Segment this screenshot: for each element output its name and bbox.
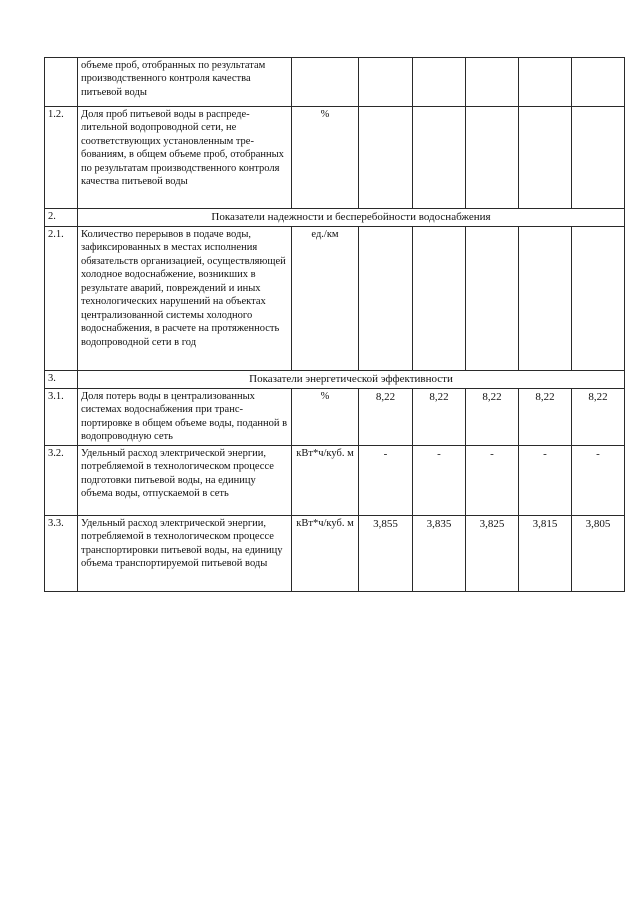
- value-cell: 3,815: [519, 516, 572, 592]
- value-cell: 8,22: [519, 389, 572, 446]
- value-cell: -: [466, 446, 519, 516]
- table-row: [45, 516, 625, 592]
- value-cell: [466, 107, 519, 209]
- row-number: 3.1.: [45, 389, 78, 446]
- unit-cell: %: [292, 107, 359, 209]
- row-number: 1.2.: [45, 107, 78, 209]
- section-title: Показатели энергетической эффективности: [78, 371, 625, 389]
- unit-cell: [292, 58, 359, 107]
- section-header-row: [45, 209, 625, 227]
- row-number: 2.1.: [45, 227, 78, 371]
- value-cell: [359, 58, 413, 107]
- value-cell: [572, 227, 625, 371]
- table-row: [45, 446, 625, 516]
- indicator-description: Удельный расход электрической энергии, потребляемой в технологическом процессе подготовки питьевой воды, на единицу объема воды, отпускаемой в сеть: [78, 446, 292, 516]
- indicator-description: Доля потерь воды в централизованных системах водоснабжения при транспортировке в общем объеме воды, поданной в водопроводную сеть: [78, 389, 292, 446]
- value-cell: [466, 58, 519, 107]
- indicator-description: Доля проб питьевой воды в распределительной водопроводной сети, не соответствующих установленным требованиям, в общем объеме проб, отобранных по результатам производственного контроля качества питьевой воды: [78, 107, 292, 209]
- table-row: [45, 107, 625, 209]
- value-cell: [359, 107, 413, 209]
- value-cell: [572, 107, 625, 209]
- indicator-description: Количество перерывов в подаче воды, зафиксированных в местах исполнения обязательств организацией, осуществляющей холодное водоснабжение, возникших в результате аварий, повреждений и иных технологических нарушений на объектах централизованной системы холодного водоснабжения, в расчете на протяженность водопроводной сети в год: [78, 227, 292, 371]
- value-cell: [413, 107, 466, 209]
- value-cell: 8,22: [359, 389, 413, 446]
- value-cell: -: [572, 446, 625, 516]
- unit-cell: ед./км: [292, 227, 359, 371]
- value-cell: [413, 227, 466, 371]
- value-cell: [519, 58, 572, 107]
- unit-cell: кВт*ч/куб. м: [292, 446, 359, 516]
- row-number: 3.2.: [45, 446, 78, 516]
- value-cell: 3,805: [572, 516, 625, 592]
- indicators-table: [44, 57, 625, 592]
- indicator-description: объеме проб, отобранных по результатам производственного контроля качества питьевой воды: [78, 58, 292, 107]
- value-cell: -: [413, 446, 466, 516]
- value-cell: [466, 227, 519, 371]
- section-number: 2.: [45, 209, 78, 227]
- table-row: [45, 389, 625, 446]
- value-cell: [519, 107, 572, 209]
- value-cell: 8,22: [413, 389, 466, 446]
- value-cell: [572, 58, 625, 107]
- table-row: [45, 227, 625, 371]
- section-header-row: [45, 371, 625, 389]
- table-row: [45, 58, 625, 107]
- value-cell: 8,22: [572, 389, 625, 446]
- value-cell: [519, 227, 572, 371]
- row-number: [45, 58, 78, 107]
- value-cell: 3,855: [359, 516, 413, 592]
- value-cell: -: [359, 446, 413, 516]
- section-title: Показатели надежности и бесперебойности водоснабжения: [78, 209, 625, 227]
- unit-cell: %: [292, 389, 359, 446]
- value-cell: 3,825: [466, 516, 519, 592]
- section-number: 3.: [45, 371, 78, 389]
- value-cell: 3,835: [413, 516, 466, 592]
- indicator-description: Удельный расход электрической энергии, потребляемой в технологическом процессе транспортировки питьевой воды, на единицу объема транспортируемой питьевой воды: [78, 516, 292, 592]
- unit-cell: кВт*ч/куб. м: [292, 516, 359, 592]
- value-cell: [413, 58, 466, 107]
- value-cell: [359, 227, 413, 371]
- value-cell: 8,22: [466, 389, 519, 446]
- value-cell: -: [519, 446, 572, 516]
- row-number: 3.3.: [45, 516, 78, 592]
